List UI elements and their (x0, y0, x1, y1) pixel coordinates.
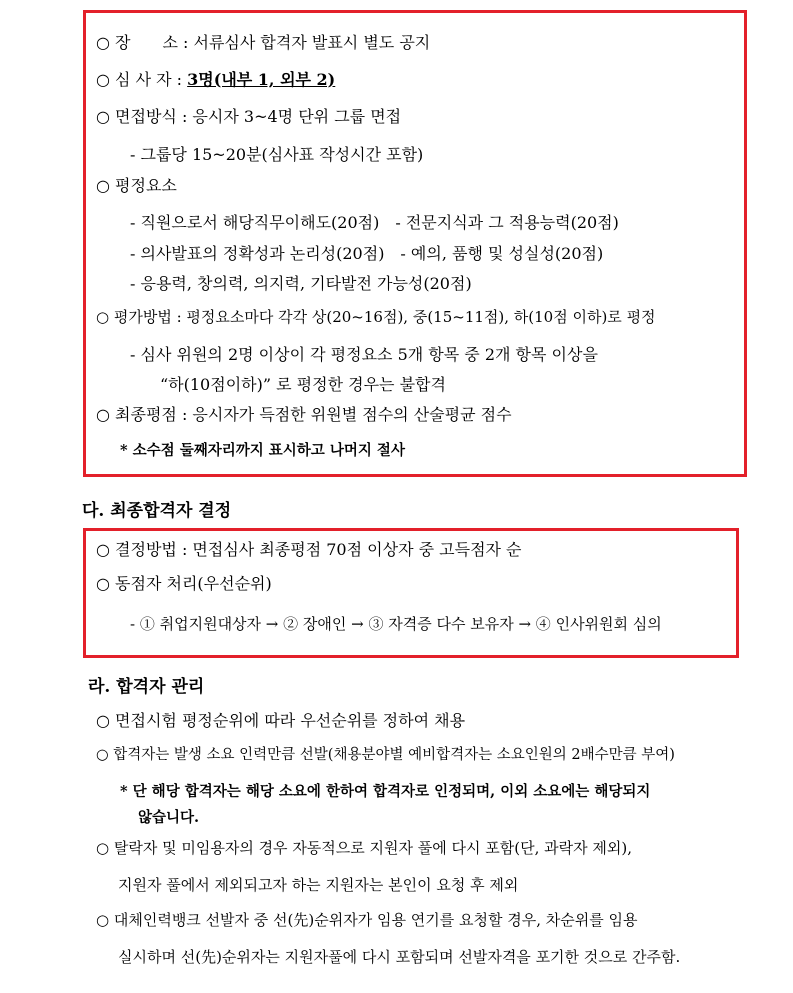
examiners-count: 3명(내부 1, 외부 2) (187, 70, 336, 89)
sub-element-2: - 의사발표의 정확성과 논리성(20점) - 예의, 품행 및 성실성(20점) (130, 244, 604, 263)
sub-group-duration: - 그룹당 15~20분(심사표 작성시간 포함) (130, 145, 424, 164)
sub-element-1: - 직원으로서 해당직무이해도(20점) - 전문지식과 그 적용능력(20점) (130, 213, 619, 232)
sub-fail-condition: - 심사 위원의 2명 이상이 각 평정요소 5개 항목 중 2개 항목 이상을 (130, 345, 598, 364)
heading-successful-management: 라. 합격자 관리 (88, 677, 205, 697)
bullet-interview-method: ○ 면접방식 : 응시자 3~4명 단위 그룹 면접 (96, 107, 402, 126)
note-applies-only: * 단 해당 합격자는 해당 소요에 한하여 합격자로 인정되며, 이외 소요에는 해당되지 (120, 783, 651, 800)
bullet-substitute-bank-cont: 실시하며 선(先)순위자는 지원자풀에 다시 포함되며 선발자격을 포기한 것으로 간주함. (118, 948, 681, 966)
heading-final-decision: 다. 최종합격자 결정 (82, 501, 232, 521)
sub-tie-priority: - ① 취업지원대상자 → ② 장애인 → ③ 자격증 다수 보유자 → ④ 인사위원회 심의 (130, 615, 662, 633)
sub-element-3: - 응용력, 창의력, 의지력, 기타발전 가능성(20점) (130, 274, 472, 293)
bullet-evaluation-elements: ○ 평정요소 (96, 176, 177, 195)
bullet-tie-handling: ○ 동점자 처리(우선순위) (96, 574, 272, 593)
bullet-decision-method: ○ 결정방법 : 면접심사 최종평점 70점 이상자 중 고득점자 순 (96, 540, 522, 559)
bullet-substitute-bank: ○ 대체인력뱅크 선발자 중 선(先)순위자가 임용 연기를 요청할 경우, 차순위를 임용 (96, 911, 638, 929)
bullet-venue: ○ 장 소 : 서류심사 합격자 발표시 별도 공지 (96, 33, 431, 52)
sub-fail-condition-cont: “하(10점이하)” 로 평정한 경우는 불합격 (160, 375, 446, 394)
bullet-examiners (96, 70, 335, 90)
note-decimal: * 소수점 둘째자리까지 표시하고 나머지 절사 (120, 442, 405, 459)
bullet-selection-quota: ○ 합격자는 발생 소요 인력만큼 선발(채용분야별 예비합격자는 소요인원의 2배수만큼 부여) (96, 747, 675, 763)
bullet-pool-reinclusion-cont: 지원자 풀에서 제외되고자 하는 지원자는 본인이 요청 후 제외 (118, 876, 519, 894)
bullet-pool-reinclusion: ○ 탈락자 및 미임용자의 경우 자동적으로 지원자 풀에 다시 포함(단, 과락자 제외), (96, 839, 632, 857)
note-applies-only-cont: 않습니다. (138, 809, 200, 826)
bullet-final-score: ○ 최종평점 : 응시자가 득점한 위원별 점수의 산술평균 점수 (96, 405, 512, 424)
bullet-ranking-hire: ○ 면접시험 평정순위에 따라 우선순위를 정하여 채용 (96, 711, 466, 730)
bullet-evaluation-method: ○ 평가방법 : 평정요소마다 각각 상(20~16점), 중(15~11점), 하(10점 이하)로 평정 (96, 308, 656, 326)
examiners-label: ○ 심 사 자 : (96, 70, 188, 89)
